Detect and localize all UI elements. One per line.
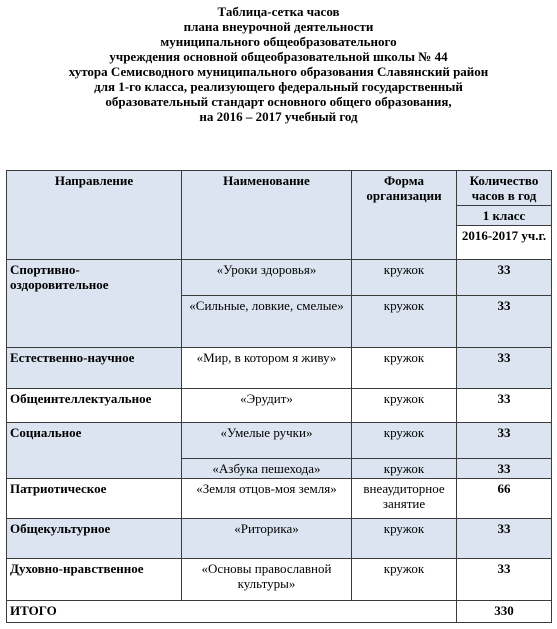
title-line: хутора Семисводного муниципального образования Славянский район [68,64,489,79]
name-cell: «Уроки здоровья» [182,260,352,296]
hours-cell: 33 [457,559,552,601]
table-row [7,423,552,459]
table-row [7,389,552,423]
form-cell: кружок [352,348,457,389]
form-cell: кружок [352,423,457,459]
table-row [7,479,552,519]
header-name: Наименование [182,171,352,260]
hours-cell: 33 [457,260,552,296]
title-line: Таблица-сетка часов [217,4,340,19]
hours-grid-table [6,170,552,623]
hours-cell: 33 [457,348,552,389]
hours-cell: 33 [457,459,552,479]
direction-cell: Духовно-нравственное [7,559,182,601]
document-title [0,4,557,124]
name-cell: «Риторика» [182,519,352,559]
name-cell: «Мир, в котором я живу» [182,348,352,389]
header-direction: Направление [7,171,182,260]
direction-cell: Социальное [7,423,182,479]
form-cell: кружок [352,459,457,479]
form-cell: кружок [352,559,457,601]
form-cell: кружок [352,260,457,296]
direction-cell: Общекультурное [7,519,182,559]
table-row [7,559,552,601]
title-line: учреждения основной общеобразовательной школы № 44 [109,49,448,64]
table-row [7,260,552,296]
name-cell: «Основы православной культуры» [182,559,352,601]
name-cell: «Умелые ручки» [182,423,352,459]
name-cell: «Эрудит» [182,389,352,423]
header-hours: Количество часов в год [457,171,552,206]
direction-cell: Общеинтеллектуальное [7,389,182,423]
title-line: на 2016 – 2017 учебный год [199,109,358,124]
hours-cell: 66 [457,479,552,519]
direction-cell: Спортивно-оздоровительное [7,260,182,348]
title-line: плана внеурочной деятельности [183,19,374,34]
header-form: Форма организации [352,171,457,260]
hours-cell: 33 [457,296,552,348]
name-cell: «Азбука пешехода» [182,459,352,479]
table-row [7,348,552,389]
hours-cell: 33 [457,423,552,459]
header-grade: 1 класс [457,206,552,226]
total-label: ИТОГО [7,601,457,623]
title-line: образовательный стандарт основного общего образования, [105,94,452,109]
name-cell: «Сильные, ловкие, смелые» [182,296,352,348]
title-line: для 1-го класса, реализующего федеральный государственный [94,79,463,94]
direction-cell: Патриотическое [7,479,182,519]
form-cell: кружок [352,296,457,348]
hours-cell: 33 [457,519,552,559]
table-row [7,519,552,559]
form-cell: внеаудиторное занятие [352,479,457,519]
total-hours: 330 [457,601,552,623]
header-year: 2016-2017 уч.г. [457,226,552,260]
form-cell: кружок [352,519,457,559]
hours-cell: 33 [457,389,552,423]
form-cell: кружок [352,389,457,423]
name-cell: «Земля отцов-моя земля» [182,479,352,519]
title-line: муниципального общеобразовательного [160,34,397,49]
direction-cell: Естественно-научное [7,348,182,389]
total-row [7,601,552,623]
